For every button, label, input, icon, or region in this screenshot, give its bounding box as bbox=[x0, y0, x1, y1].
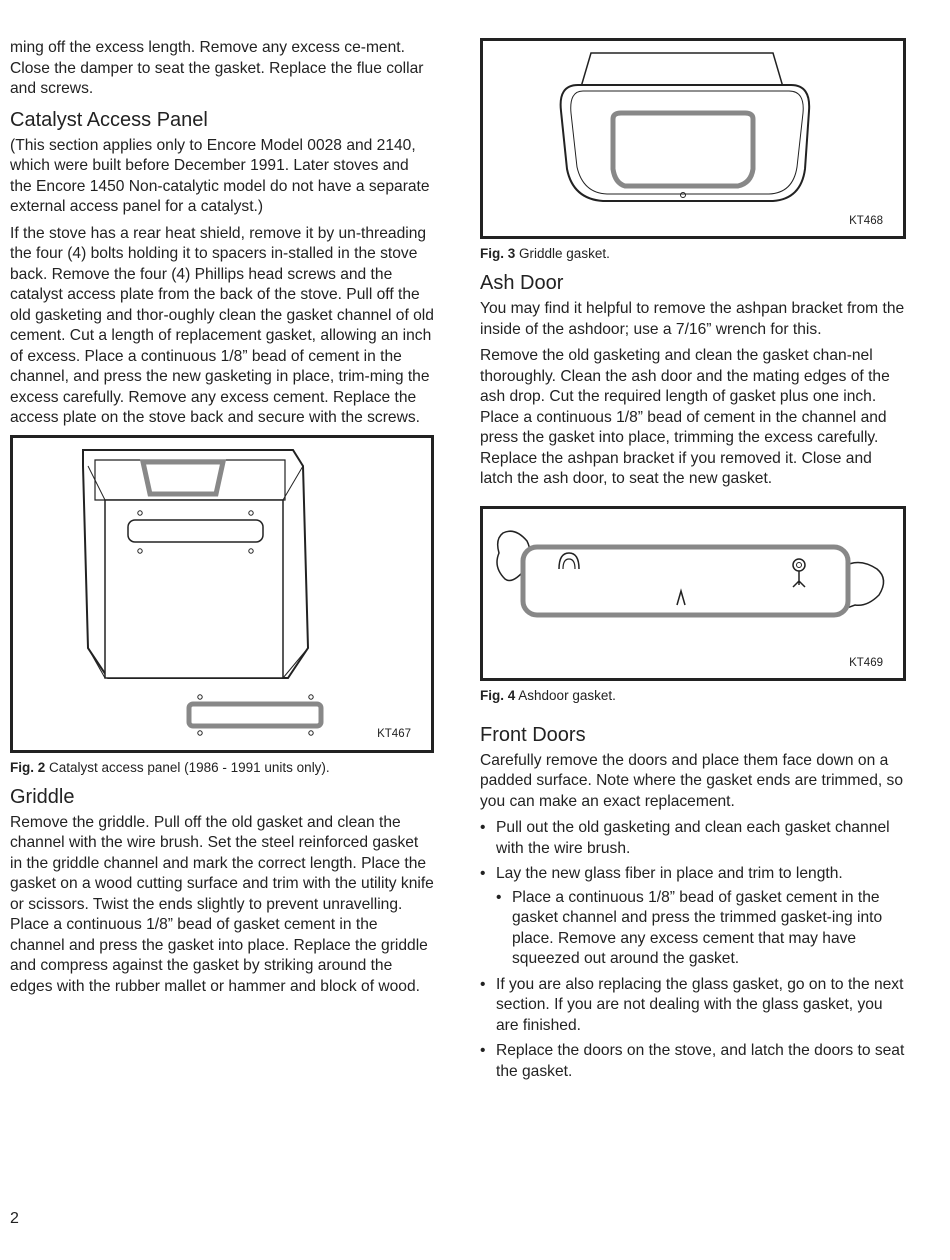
ash-door-paragraph-1: You may find it helpful to remove the ashpan bracket from the inside of the ashdoor; use a 7/16” wrench for this. bbox=[480, 300, 905, 338]
figure-3-label: Fig. 3 bbox=[480, 246, 516, 261]
figure-2-label: Fig. 2 bbox=[10, 759, 46, 775]
page-number: 2 bbox=[10, 1210, 19, 1227]
figure-3 bbox=[480, 38, 906, 239]
figure-4-caption bbox=[480, 687, 906, 705]
figure-3-caption-text: Griddle gasket. bbox=[519, 246, 610, 261]
front-doors-steps bbox=[480, 818, 906, 1082]
front-doors-heading: Front Doors bbox=[480, 723, 586, 746]
list-item: • Replace the doors on the stove, and latch the doors to seat the gasket. bbox=[494, 1041, 906, 1082]
figure-4-tag: KT469 bbox=[849, 656, 883, 669]
sub-list-item: • Place a continuous 1/8” bead of gasket cement in the gasket channel and press the trimmed gasket-ing into place. Remove any excess cement that may have squeezed out around the gasket. bbox=[510, 888, 906, 970]
figure-2-tag: KT467 bbox=[377, 727, 411, 740]
ashdoor-illustration bbox=[483, 509, 903, 678]
catalyst-panel-illustration bbox=[13, 438, 431, 750]
griddle-paragraph: Remove the griddle. Pull off the old gasket and clean the channel with the wire brush. Set the steel reinforced gasket in the griddle channel and mark the correct length. Place the gasket on a wood cutting surface and trim with the utility knife or scissors. Twist the ends slightly to prevent unravelling. Place a continuous 1/8” bead of gasket cement in the channel and press the gasket into place. Replace the griddle and compress against the gasket by striking around the edges with the rubber mallet or hammer and block of wood. bbox=[10, 813, 434, 995]
list-item-text: Lay the new glass fiber in place and trim to length. bbox=[496, 865, 843, 882]
catalyst-paragraph-2: If the stove has a rear heat shield, remove it by un-threading the four (4) bolts holding it to spacers in-stalled in the stove back. Remove the four (4) Phillips head screws and the catalyst access plate from the back of the stove. Pull off the old gasketing and thor-oughly clean the gasket channel of old cement. Cut a length of replacement gasket, allowing an inch of excess. Place a continuous 1/8” bead of cement in the channel, and press the new gasketing in place, trim-ming the excess carefully. Remove any excess cement. Replace the access plate on the stove back and secure with the screws. bbox=[10, 224, 434, 426]
figure-4 bbox=[480, 506, 906, 681]
griddle-heading: Griddle bbox=[10, 785, 75, 808]
figure-3-tag: KT468 bbox=[849, 215, 883, 227]
left-column bbox=[10, 38, 434, 1003]
figure-2 bbox=[10, 435, 434, 753]
front-doors-paragraph: Carefully remove the doors and place them face down on a padded surface. Note where the gasket ends are trimmed, so you can make an exact replacement. bbox=[480, 751, 903, 810]
figure-4-label: Fig. 4 bbox=[480, 687, 516, 703]
list-item: • If you are also replacing the glass gasket, go on to the next section. If you are not dealing with the glass gasket, you are finished. bbox=[494, 975, 906, 1037]
list-item: • Pull out the old gasketing and clean each gasket channel with the wire brush. bbox=[494, 818, 906, 859]
ash-door-paragraph-2: Remove the old gasketing and clean the gasket chan-nel thoroughly. Clean the ash door and the mating edges of the ash drop. Cut the required length of gasket plus one inch. Place a continuous 1/8” bead of cement in the channel and press the gasket into place, trimming the excess carefully. Replace the ashpan bracket if you removed it. Close and latch the ash door, to seat the new gasket. bbox=[480, 347, 890, 487]
figure-4-caption-text: Ashdoor gasket. bbox=[518, 687, 616, 703]
griddle-illustration bbox=[483, 41, 903, 236]
figure-2-caption bbox=[10, 759, 434, 777]
front-doors-sub-steps bbox=[496, 888, 906, 970]
intro-paragraph: ming off the excess length. Remove any excess ce-ment. Close the damper to seat the gasket. Replace the flue collar and screws. bbox=[10, 39, 424, 97]
ash-door-heading: Ash Door bbox=[480, 272, 564, 294]
figure-2-caption-text: Catalyst access panel (1986 - 1991 units only). bbox=[49, 759, 330, 775]
list-item bbox=[494, 864, 906, 970]
figure-3-caption bbox=[480, 245, 906, 263]
right-column bbox=[480, 38, 906, 1087]
catalyst-heading: Catalyst Access Panel bbox=[10, 108, 208, 131]
catalyst-paragraph-1: (This section applies only to Encore Model 0028 and 2140, which were built before December 1991. Later stoves and the Encore 1450 Non-catalytic model do not have a separate external access panel for a catalyst.) bbox=[10, 136, 430, 215]
